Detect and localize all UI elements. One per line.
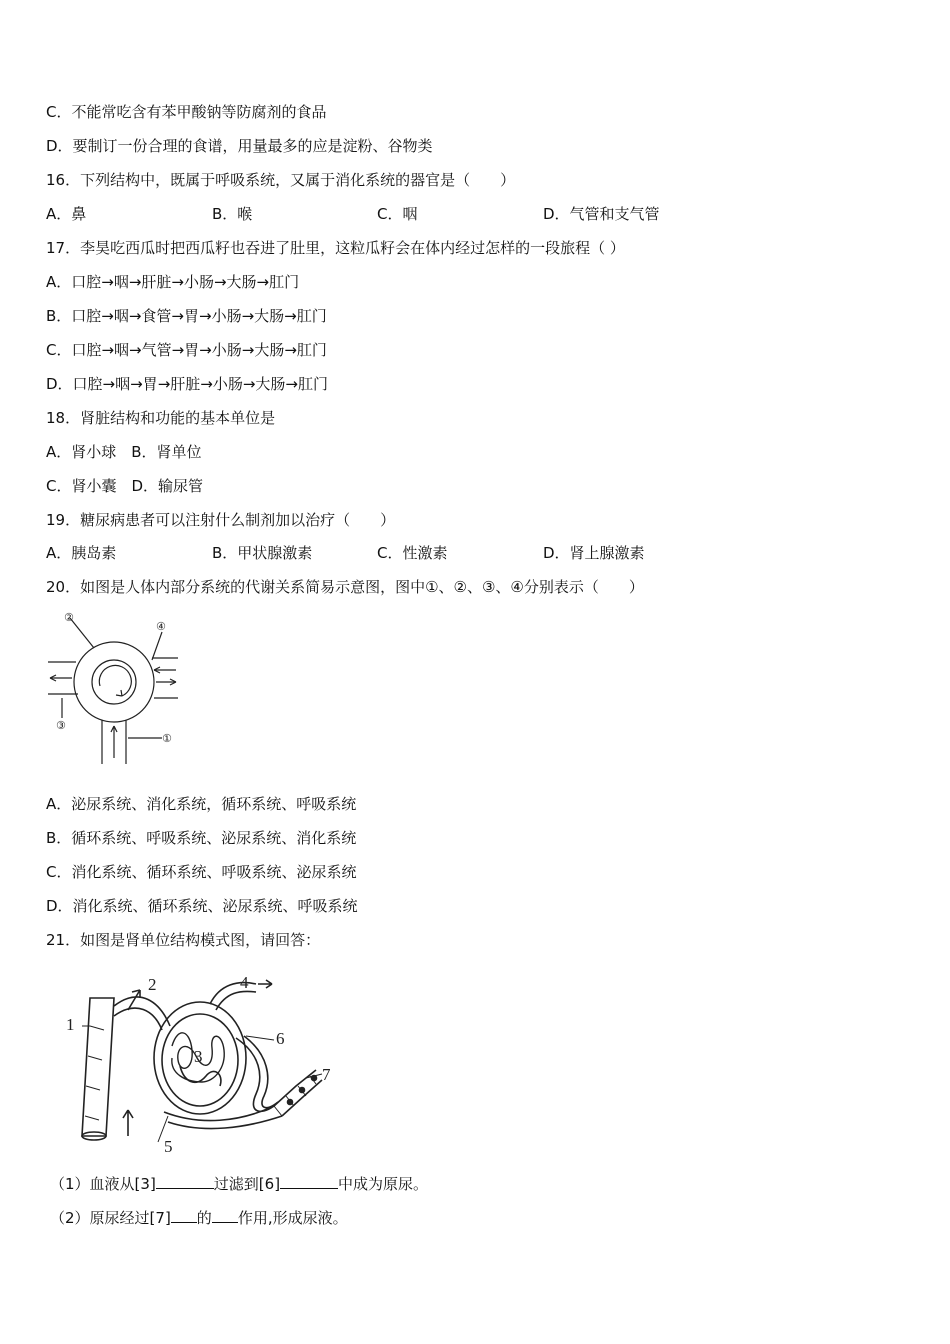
label-3: 3 (194, 1047, 203, 1066)
inner-ring (92, 660, 136, 704)
q18-options-ab: A．肾小球 B．肾单位 (46, 443, 202, 461)
q17-option-c: C．口腔→咽→气管→胃→小肠→大肠→肛门 (46, 341, 327, 359)
label-5: 5 (164, 1137, 173, 1156)
q19-options (46, 543, 746, 563)
q20-metabolism-diagram (44, 608, 184, 768)
q21-sub2-part-c: 作用,形成尿液。 (237, 1209, 348, 1227)
q21-sub1-part-a: （1）血液从[3] (50, 1175, 156, 1193)
q21-sub2 (50, 1207, 348, 1228)
q17-option-d: D．口腔→咽→胃→肝脏→小肠→大肠→肛门 (46, 375, 328, 393)
arrow-2 (128, 990, 140, 1010)
q15-option-d: D．要制订一份合理的食谱，用量最多的应是淀粉、谷物类 (46, 137, 433, 155)
q17-option-b: B．口腔→咽→食管→胃→小肠→大肠→肛门 (46, 307, 327, 325)
q17-option-a: A．口腔→咽→肝脏→小肠→大肠→肛门 (46, 273, 300, 291)
q21-nephron-diagram (60, 966, 350, 1156)
q21-sub1-part-c: 中成为原尿。 (338, 1175, 429, 1193)
q19-option-b: B．甲状腺激素 (212, 544, 313, 562)
label-1: 1 (66, 1015, 75, 1034)
q21-sub2-blank-1[interactable] (171, 1207, 197, 1223)
q21-sub1-blank-2[interactable] (280, 1173, 338, 1189)
q20-option-b: B．循环系统、呼吸系统、泌尿系统、消化系统 (46, 829, 357, 847)
q16-option-a: A．鼻 (46, 205, 87, 223)
q21-sub2-part-a: （2）原尿经过[7] (50, 1209, 171, 1227)
q16-stem: 16．下列结构中，既属于呼吸系统，又属于消化系统的器官是（ ） (46, 171, 516, 189)
q16-option-b: B．喉 (212, 205, 253, 223)
q21-sub1-blank-1[interactable] (156, 1173, 214, 1189)
q20-option-d: D．消化系统、循环系统、泌尿系统、呼吸系统 (46, 897, 358, 915)
arrow-4 (258, 980, 272, 988)
label-6: 6 (276, 1029, 285, 1048)
label-7: 7 (322, 1065, 331, 1084)
label-2: 2 (148, 975, 157, 994)
arrow-up (123, 1110, 133, 1136)
q21-sub2-part-b: 的 (196, 1209, 212, 1227)
q19-option-a: A．胰岛素 (46, 544, 117, 562)
label-2: ② (64, 611, 74, 624)
q20-option-c: C．消化系统、循环系统、呼吸系统、泌尿系统 (46, 863, 357, 881)
q19-stem: 19．糖尿病患者可以注射什么制剂加以治疗（ ） (46, 511, 396, 529)
q16-options (46, 204, 746, 224)
label-4: ④ (156, 620, 166, 633)
q21-sub1-part-b: 过滤到[6] (213, 1175, 281, 1193)
blood-vessel (82, 998, 114, 1136)
q19-option-d: D．肾上腺激素 (543, 544, 645, 562)
q20-option-a: A．泌尿系统、消化系统，循环系统、呼吸系统 (46, 795, 357, 813)
q17-stem: 17．李昊吃西瓜时把西瓜籽也吞进了肚里，这粒瓜籽会在体内经过怎样的一段旅程（ ） (46, 239, 625, 257)
q21-stem: 21．如图是肾单位结构模式图，请回答： (46, 931, 321, 949)
q21-sub1 (50, 1173, 428, 1194)
q21-sub2-blank-2[interactable] (212, 1207, 238, 1223)
q16-option-c: C．咽 (377, 205, 418, 223)
q19-option-c: C．性激素 (377, 544, 448, 562)
label-3: ③ (56, 719, 66, 732)
q15-option-c: C．不能常吃含有苯甲酸钠等防腐剂的食品 (46, 103, 327, 121)
q18-stem: 18．肾脏结构和功能的基本单位是 (46, 409, 276, 427)
circulation-arrow (99, 665, 131, 696)
q16-option-d: D．气管和支气管 (543, 205, 660, 223)
label-1: ① (162, 732, 172, 745)
q18-options-cd: C．肾小囊 D．输尿管 (46, 477, 204, 495)
q20-stem: 20．如图是人体内部分系统的代谢关系简易示意图，图中①、②、③、④分别表示（ ） (46, 578, 644, 596)
label-4: 4 (240, 973, 249, 992)
outer-ring (74, 642, 154, 722)
